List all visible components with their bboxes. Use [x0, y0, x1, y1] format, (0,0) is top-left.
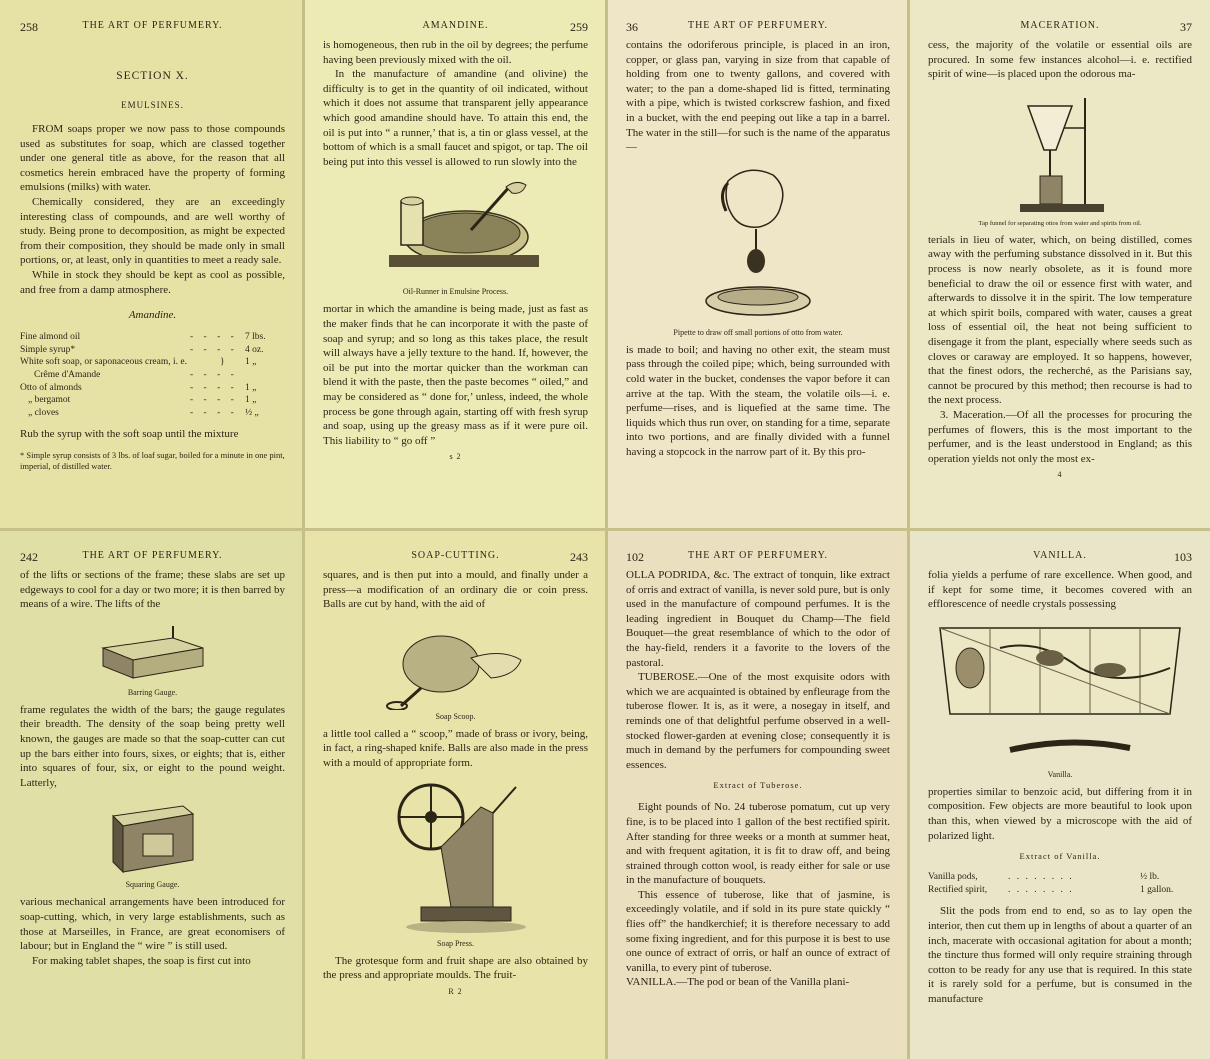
recipe-row: „ cloves - - - - ½ „: [28, 407, 259, 418]
paragraph: contains the odoriferous principle, is placed in an iron, copper, or glass pan, varying in size from that capable of holding from one to twenty gallons, and covered with water; to the pan a dome-shaped lid is fitted, terminating with a pipe, which is twisted corkscrew fashion, and fixed in a bucket, with the end peeping out like a tap in a barrel. The water in the still—for such is the name of the apparatus—: [626, 39, 890, 154]
page-number: 102: [626, 550, 644, 564]
recipe-row: Rectified spirit, . . . . . . . . 1 gallon.: [928, 884, 1174, 895]
running-head: VANILLA.: [1033, 550, 1087, 561]
section-subtitle: EMULSINES.: [121, 100, 184, 110]
paragraph: Slit the pods from end to end, so as to lay open the interior, then cut them up in lengths of about a quarter of an inch, macerate with occasional agitation for about a month; the tincture thus formed will only require straining through cotton to be ready for any use that is required. In this state it is rarely sold for a perfume, but is consumed in the manufacture: [928, 905, 1192, 1005]
paragraph: OLLA PODRIDA, &c. The extract of tonquin, like extract of orris and extract of vanilla, is never sold pure, but is only used in the manufacture of compound perfumes. It is the leading ingredient in Bouquet du Champ—The field Bouquet—the great resemblance of which to the odor of the hay-field, renders it a favorite to the lovers of the pastoral.: [626, 569, 890, 669]
paragraph: is homogeneous, then rub in the oil by degrees; the perfume having been previously mixed with the oil.: [323, 39, 588, 66]
paragraph: is made to boil; and having no other exit, the steam must pass through the coiled pipe; which, being surrounded with cold water in the bucket, condenses the vapor before it can arrive at the tap. With the steam, the volatile oils—i. e. perfume—rises, and is liquefied at the same time. The liquids which thus run over, on standing for a time, separate into two portions, and are finally divided with a funnel having a stopcock in the narrow part of it. By this pro-: [626, 343, 890, 458]
figure-squaring-gauge: [20, 796, 285, 889]
page-header: [928, 550, 1192, 568]
page-header: [20, 20, 285, 38]
recipe-row: Fine almond oil - - - - 7 lbs.: [20, 332, 266, 343]
page-number: 36: [626, 20, 638, 34]
page-header: [20, 550, 285, 568]
page-258: [0, 0, 303, 529]
recipe-list: [20, 331, 285, 419]
page-103: [908, 530, 1210, 1059]
soap-press-illustration: [381, 777, 531, 937]
page-header: [928, 20, 1192, 38]
signature-mark: 4: [1057, 470, 1063, 480]
paragraph: of the lifts or sections of the frame; these slabs are set up edgeways to cool for a day or two more; it is then barred by means of a wire. The lifts of the: [20, 569, 285, 611]
figure-pipette: [626, 161, 890, 337]
paragraph: cess, the majority of the volatile or essential oils are procured. In some few instances alcohol—i. e. rectified spirit of wine—is placed upon the odorous ma-: [928, 39, 1192, 81]
figure-soap-scoop: [323, 618, 588, 721]
running-head: THE ART OF PERFUMERY.: [687, 20, 829, 31]
recipe-title: Amandine.: [128, 309, 177, 322]
paragraph: mortar in which the amandine is being made, just as fast as the maker finds that he can incorporate it with the paste of soap and syrup; and so long as this takes place, the result will always have a jelly texture to the hand. If, however, the oil be put into the mortar quicker than the workman can blend it with the paste, then the paste becomes “ oiled,” and may be considered as “ done for,’ unless, indeed, the whole process be gone through again, starting off with fresh syrup and soap, using up the greasy mass as if it were pure oil. This liability to “ go off ”: [323, 303, 588, 447]
paragraph: This essence of tuberose, like that of jasmine, is exceedingly volatile, and if sold in its pure state quickly “ flies off” the handkerchief; it is therefore necessary to add some fixing ingredient, and for this purpose it is best to use one ounce of extract of orris, or half an ounce of extract of vanilla, to every pint of tuberose.: [626, 888, 890, 974]
figure-caption: Tap funnel for separating ottos from water and spirits from oil.: [978, 219, 1142, 227]
running-head: THE ART OF PERFUMERY.: [82, 20, 223, 31]
paragraph: 3. Maceration.—Of all the processes for procuring the perfumes of flowers, this is the most important to the perfumer, and is the least understood in England; as this operation yields not only the most ex-: [928, 408, 1192, 465]
page-header: [323, 550, 588, 568]
figure-caption: Squaring Gauge.: [125, 880, 180, 890]
page-102: [606, 530, 908, 1059]
paragraph: a little tool called a “ scoop,” made of brass or ivory, being, in fact, a ring-shaped knife. Balls are also made in the press with a mould of appropriate form.: [323, 727, 588, 769]
paragraph: various mechanical arrangements have been introduced for soap-cutting, which, in very large establishments, such as those at Marseilles, in France, are great economisers of labour; but in England the “ wire ” is still used.: [20, 896, 285, 953]
figure-caption: Soap Press.: [437, 938, 474, 948]
running-head: MACERATION.: [1020, 20, 1100, 31]
page-242: [0, 530, 303, 1059]
page-number: 242: [20, 550, 38, 564]
paragraph: Rub the syrup with the soft soap until the mixture: [20, 428, 239, 441]
figure-tap-funnel: [928, 88, 1192, 227]
figure-caption: Pipette to draw off small portions of otto from water.: [673, 327, 843, 337]
recipe-row: Otto of almonds - - - - 1 „: [20, 382, 257, 393]
figure-soap-press: [323, 777, 588, 948]
paragraph: squares, and is then put into a mould, and finally under a press—a modification of an ordinary die or coin press. Balls are cut by hand, with the aid of: [323, 569, 588, 611]
paragraph: properties similar to benzoic acid, but differing from it in composition. Few objects are more beautiful to look upon than this, when viewed by a microscope with the aid of polarized light.: [928, 785, 1192, 842]
paragraph: Chemically considered, they are an exceedingly interesting class of compounds, and are well worthy of study. Being prone to decomposition, as might be expected from their composition, they should be made only in small portions, or, at least, only in quantities to meet a ready sale.: [20, 195, 285, 267]
pipette-illustration: [688, 161, 828, 326]
oil-runner-illustration: [371, 175, 541, 285]
figure-caption: Vanilla.: [1047, 769, 1073, 779]
page-37: [908, 0, 1210, 529]
row-divider: [0, 528, 1210, 531]
paragraph: The grotesque form and fruit shape are also obtained by the press and appropriate moulds. The fruit-: [323, 954, 588, 982]
page-number: 258: [20, 20, 38, 34]
signature-mark: s 2: [449, 452, 462, 462]
running-head: THE ART OF PERFUMERY.: [82, 550, 223, 561]
page-number: 243: [570, 550, 588, 564]
page-259: [303, 0, 606, 529]
recipe-list: [928, 871, 1192, 896]
figure-barring-gauge: [20, 618, 285, 697]
recipe-row: Vanilla pods, . . . . . . . . ½ lb.: [928, 872, 1160, 883]
page-36: [606, 0, 908, 529]
recipe-row: White soft soap, or saponaceous cream, i. e. } 1 „: [20, 357, 257, 368]
barring-gauge-illustration: [83, 618, 223, 686]
section-title: SECTION X.: [116, 70, 189, 82]
figure-caption: Soap Scoop.: [435, 711, 476, 721]
recipe-row: „ bergamot - - - - 1 „: [28, 395, 257, 406]
recipe-row: Crême d'Amande - - - -: [34, 369, 238, 380]
paragraph: TUBEROSE.—One of the most exquisite odors with which we are acquainted is obtained by enfleurage from the tuberose flower. It is, as it were, a nosegay in itself, and reminds one of that delightful perfume observed in a well-stocked flower-garden at evening close; consequently it is much in demand by the perfumers for compounding sweet essences.: [626, 671, 890, 771]
figure-caption: Oil-Runner in Emulsine Process.: [402, 287, 509, 297]
paragraph: Eight pounds of No. 24 tuberose pomatum, cut up very fine, is to be placed into 1 gallon of the best rectified spirit. After standing for three weeks or a month at summer heat, and with frequent agitation, it is fit to draw off, and being strained through cotton wool, is ready either for sale or use in the manufacture of bouquets.: [626, 801, 890, 887]
running-head: SOAP-CUTTING.: [411, 550, 500, 561]
recipe-row: Simple syrup* - - - - 4 oz.: [20, 344, 264, 355]
paragraph: terials in lieu of water, which, on being distilled, comes away with the perfuming substance dissolved in it. But this process is now nearly obsolete, as it is found more beneficial to draw the oil or essence first with water, and afterwards to dissolve it in the spirit. The low temperature at which spirit boils, compared with water, causes a great loss of essential oil, the heat not being sufficient to disengage it from the plant, especially where seeds such as cloves or caraway are employed. It so happens, however, that the finest odors, the recherché, as the Parisians say, cannot be procured by this method; then recourse is had to the next process.: [928, 233, 1192, 407]
squaring-gauge-illustration: [83, 796, 223, 878]
figure-caption: Barring Gauge.: [127, 687, 178, 697]
signature-mark: R 2: [448, 986, 463, 996]
tap-funnel-illustration: [1000, 88, 1120, 218]
running-head: THE ART OF PERFUMERY.: [687, 550, 829, 561]
footnote: * Simple syrup consists of 3 lbs. of loaf sugar, boiled for a minute in one pint, imperial, of distilled water.: [20, 449, 285, 471]
paragraph: frame regulates the width of the bars; the gauge regulates their breadth. The density of the soap being pretty well known, the gauges are made so that the soap-cutter can cut up the bars either into fours, sixes, or eights; that is, either into squares of four, six, or eight to the pound weight. Latterly,: [20, 703, 285, 789]
page-number: 103: [1174, 550, 1192, 564]
page-number: 37: [1180, 20, 1192, 34]
soap-scoop-illustration: [381, 618, 531, 710]
figure-oil-runner: [323, 175, 588, 296]
running-head: AMANDINE.: [422, 20, 489, 31]
vanilla-illustration: [930, 618, 1190, 768]
paragraph: For making tablet shapes, the soap is first cut into: [32, 954, 251, 967]
page-header: [323, 20, 588, 38]
paragraph: In the manufacture of amandine (and olivine) the difficulty is to get in the quantity of oil indicated, without which it does not assume that transparent jelly appearance which good amandine should have. To attain this end, the oil is put into “ a runner,’ that is, a tin or glass vessel, at the bottom of which is a small faucet and spigot, or tap. The oil being put into this vessel is allowed to run slowly into the: [323, 68, 588, 168]
page-header: [626, 550, 890, 568]
page-243: [303, 530, 606, 1059]
paragraph: folia yields a perfume of rare excellence. When good, and if kept for some time, it becomes covered with an efflorescence of needle crystals possessing: [928, 569, 1192, 611]
figure-vanilla: [928, 618, 1192, 779]
paragraph: While in stock they should be kept as cool as possible, and free from a damp atmosphere.: [20, 268, 285, 296]
page-number: 259: [570, 20, 588, 34]
subheading: Extract of Tuberose.: [713, 780, 803, 791]
subheading: Extract of Vanilla.: [1019, 851, 1101, 862]
paragraph: VANILLA.—The pod or bean of the Vanilla plani-: [626, 976, 850, 989]
page-header: [626, 20, 890, 38]
paragraph: FROM soaps proper we now pass to those compounds used as substitutes for soap, which are classed together under one general title as above, for the reason that all cosmetics herein embraced have the property of forming emulsions (milks) with water.: [20, 123, 285, 194]
